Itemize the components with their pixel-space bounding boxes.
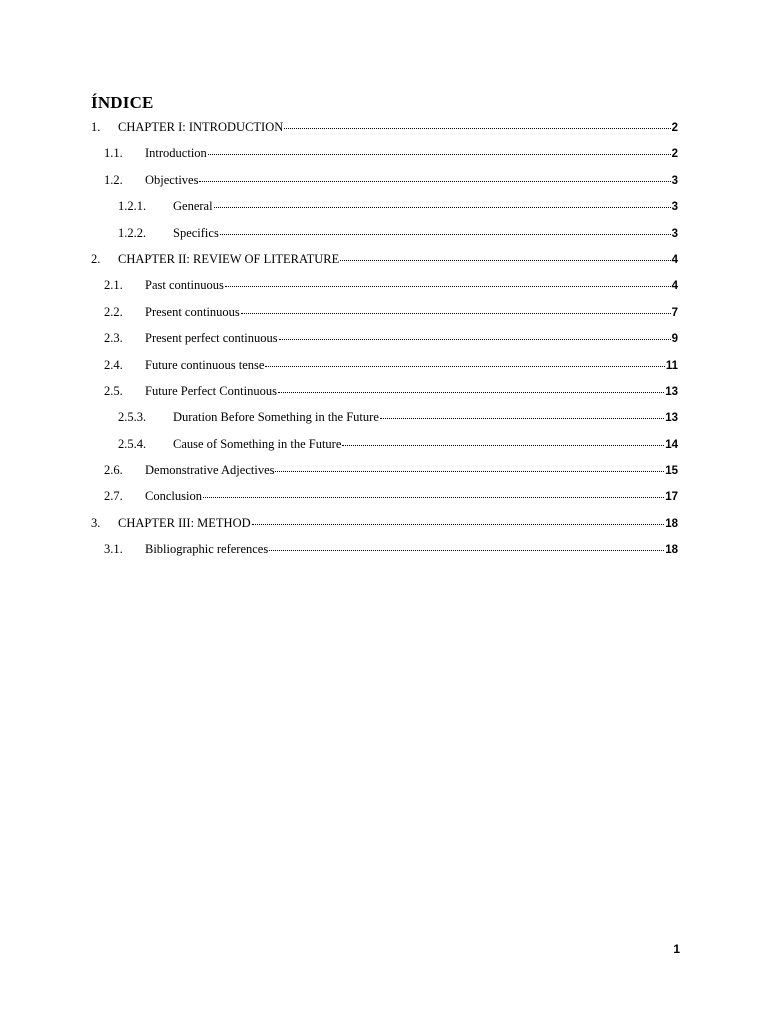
toc-entry-1-1[interactable] (0, 140, 768, 166)
toc-dot-leader (220, 222, 671, 235)
toc-entry-2-5-4[interactable] (0, 431, 768, 457)
toc-entry-number: 1. (91, 120, 101, 134)
toc-dot-leader (342, 433, 664, 446)
toc-entry-title: Past continuous (145, 272, 224, 298)
toc-entry-page: 18 (665, 544, 678, 557)
toc-entry-number: 2.3. (104, 331, 123, 346)
toc-entry-2-1[interactable] (0, 272, 768, 298)
toc-entry-number: 1.2. (104, 172, 123, 187)
toc-entry-title: Future continuous tense (145, 352, 264, 378)
toc-dot-leader (279, 327, 671, 340)
toc-dot-leader (380, 406, 664, 419)
toc-entry-1-2-1[interactable] (0, 193, 768, 219)
toc-entry-title: CHAPTER III: METHOD (118, 510, 251, 536)
toc-entry-2-4[interactable] (0, 352, 768, 378)
toc-entry-2-5[interactable] (0, 378, 768, 404)
toc-entry-number: 2.5. (104, 383, 123, 398)
toc-entry-title: Future Perfect Continuous (145, 378, 277, 404)
table-of-contents (0, 114, 768, 563)
toc-entry-title: Specifics (173, 220, 219, 246)
toc-entry-page: 7 (671, 306, 678, 319)
toc-entry-title: General (173, 193, 213, 219)
toc-entry-title: Demonstrative Adjectives (145, 457, 274, 483)
toc-entry-page: 3 (671, 227, 678, 240)
toc-entry-page: 11 (665, 359, 678, 372)
toc-entry-page: 2 (671, 122, 678, 134)
toc-entry-number: 2. (91, 251, 101, 266)
footer-page-number: 1 (673, 942, 680, 956)
toc-entry-2-2[interactable] (0, 299, 768, 325)
toc-entry-number: 3. (91, 515, 101, 530)
toc-entry-page: 2 (671, 148, 678, 161)
toc-dot-leader (284, 116, 670, 129)
toc-entry-2-7[interactable] (0, 483, 768, 509)
toc-entry-2-6[interactable] (0, 457, 768, 483)
toc-entry-number: 2.7. (104, 489, 123, 504)
toc-entry-number: 2.5.3. (118, 410, 147, 425)
toc-entry-3-1[interactable] (0, 536, 768, 562)
toc-dot-leader (278, 380, 664, 393)
toc-entry-page: 3 (671, 201, 678, 214)
toc-entry-3[interactable] (0, 510, 768, 536)
toc-entry-title: Bibliographic references (145, 536, 268, 562)
toc-entry-2-3[interactable] (0, 325, 768, 351)
toc-entry-number: 1.2.2. (118, 225, 147, 240)
toc-entry-title: Objectives (145, 167, 198, 193)
toc-dot-leader (225, 274, 671, 287)
toc-entry-page: 3 (671, 174, 678, 187)
toc-entry-title: CHAPTER I: INTRODUCTION (118, 114, 283, 140)
toc-dot-leader (275, 459, 664, 472)
toc-dot-leader (199, 169, 670, 182)
toc-entry-title: Conclusion (145, 483, 202, 509)
toc-entry-page: 13 (665, 412, 678, 425)
toc-entry-number: 1.1. (104, 146, 123, 161)
toc-entry-title: Introduction (145, 140, 207, 166)
toc-entry-title: CHAPTER II: REVIEW OF LITERATURE (118, 246, 339, 272)
toc-entry-page: 9 (671, 333, 678, 346)
toc-entry-title: Cause of Something in the Future (173, 431, 341, 457)
toc-dot-leader (265, 354, 664, 367)
toc-entry-title: Duration Before Something in the Future (173, 404, 379, 430)
toc-entry-number: 1.2.1. (118, 199, 147, 214)
toc-entry-number: 2.6. (104, 463, 123, 478)
toc-entry-number: 2.2. (104, 304, 123, 319)
toc-entry-1[interactable] (0, 114, 768, 140)
toc-entry-title: Present perfect continuous (145, 325, 278, 351)
toc-dot-leader (340, 248, 670, 261)
toc-entry-page: 17 (665, 491, 678, 504)
toc-entry-page: 4 (671, 253, 678, 266)
toc-dot-leader (208, 142, 671, 155)
toc-entry-title: Present continuous (145, 299, 240, 325)
toc-entry-number: 2.4. (104, 357, 123, 372)
toc-dot-leader (252, 512, 665, 525)
toc-dot-leader (241, 301, 671, 314)
toc-entry-page: 15 (665, 465, 678, 478)
toc-heading: ÍNDICE (91, 93, 154, 112)
toc-entry-1-2[interactable] (0, 167, 768, 193)
toc-dot-leader (214, 195, 671, 208)
toc-entry-page: 14 (665, 438, 678, 451)
toc-dot-leader (203, 485, 664, 498)
toc-dot-leader (269, 538, 664, 551)
toc-entry-number: 3.1. (104, 542, 123, 557)
toc-entry-page: 4 (671, 280, 678, 293)
toc-entry-number: 2.1. (104, 278, 123, 293)
toc-entry-page: 13 (665, 385, 678, 398)
toc-entry-page: 18 (665, 517, 678, 530)
toc-entry-2-5-3[interactable] (0, 404, 768, 430)
toc-entry-number: 2.5.4. (118, 436, 147, 451)
toc-entry-1-2-2[interactable] (0, 220, 768, 246)
toc-entry-2[interactable] (0, 246, 768, 272)
